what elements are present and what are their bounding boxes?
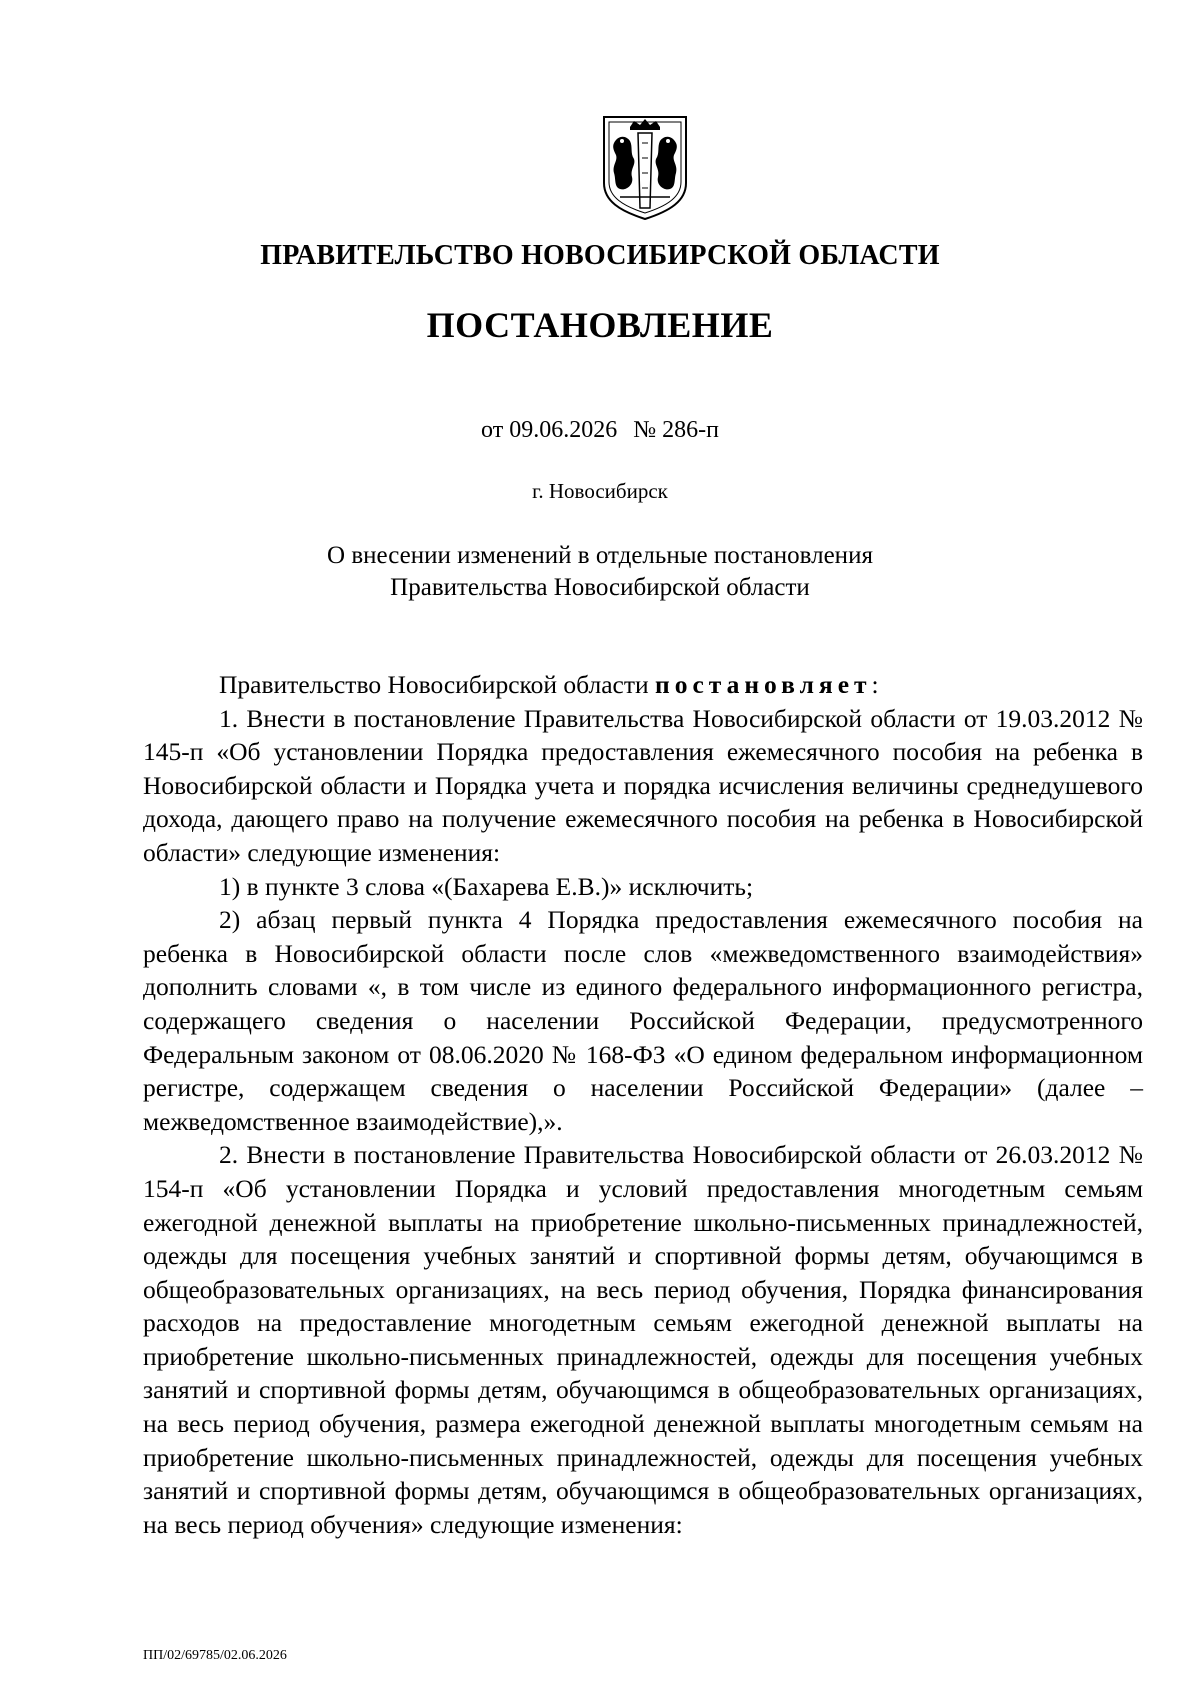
preamble-paragraph (143, 668, 1143, 702)
footer-document-code: ПП/02/69785/02.06.2026 (143, 1648, 287, 1663)
subject-line-1: О внесении изменений в отдельные постановления (327, 542, 873, 569)
paragraph-1-2: 2) абзац первый пункта 4 Порядка предоставления ежемесячного пособия на ребенка в Новосибирской области после слов «межведомственного взаимодействия» дополнить словами «, в том числе из единого федерального информационного регистра, содержащего сведения о населении Российской Федерации, предусмотренного Федеральным законом от 08.06.2020 № 168-ФЗ «О едином федеральном информационном регистре, содержащем сведения о населении Российской Федерации» (далее – межведомственное взаимодействие),». (143, 905, 1143, 1136)
document-number: № 286-п (633, 417, 719, 443)
government-title: ПРАВИТЕЛЬСТВО НОВОСИБИРСКОЙ ОБЛАСТИ (260, 240, 940, 271)
document-type-title: ПОСТАНОВЛЕНИЕ (426, 305, 774, 345)
preamble-suffix: : (871, 670, 879, 699)
document-date: от 09.06.2026 (481, 417, 618, 443)
document-subject (0, 540, 1200, 604)
document-date-line (0, 416, 1200, 444)
paragraph-1-1: 1) в пункте 3 слова «(Бахарева Е.В.)» исключить; (219, 871, 754, 901)
document-body (143, 668, 1143, 1541)
preamble-prefix: Правительство Новосибирской области (219, 670, 649, 699)
preamble-verb: постановляет (655, 670, 872, 699)
paragraph-2: 2. Внести в постановление Правительства Новосибирской области от 26.03.2012 № 154-п «Об установлении Порядка и условий предоставления многодетным семьям ежегодной денежной выплаты на приобретение школьно-письменных принадлежностей, одежды для посещения учебных занятий и спортивной формы детям, обучающимся в общеобразовательных организациях, на весь период обучения, Порядка финансирования расходов на предоставление многодетным семьям ежегодной денежной выплаты на приобретение школьно-письменных принадлежностей, одежды для посещения учебных занятий и спортивной формы детям, обучающимся в общеобразовательных организациях, на весь период обучения, размера ежегодной денежной выплаты многодетным семьям на приобретение школьно-письменных принадлежностей, одежды для посещения учебных занятий и спортивной формы детям, обучающимся в общеобразовательных организациях, на весь период обучения» следующие изменения: (143, 1140, 1143, 1539)
paragraph-1: 1. Внести в постановление Правительства Новосибирской области от 19.03.2012 № 145-п «Об установлении Порядка предоставления ежемесячного пособия на ребенка в Новосибирской области и Порядка учета и порядка исчисления величины среднедушевого дохода, дающего право на получение ежемесячного пособия на ребенка в Новосибирской области» следующие изменения: (143, 703, 1143, 867)
novosibirsk-coat-of-arms-icon (600, 113, 690, 223)
document-city: г. Новосибирск (532, 479, 668, 503)
subject-line-2: Правительства Новосибирской области (390, 574, 810, 601)
